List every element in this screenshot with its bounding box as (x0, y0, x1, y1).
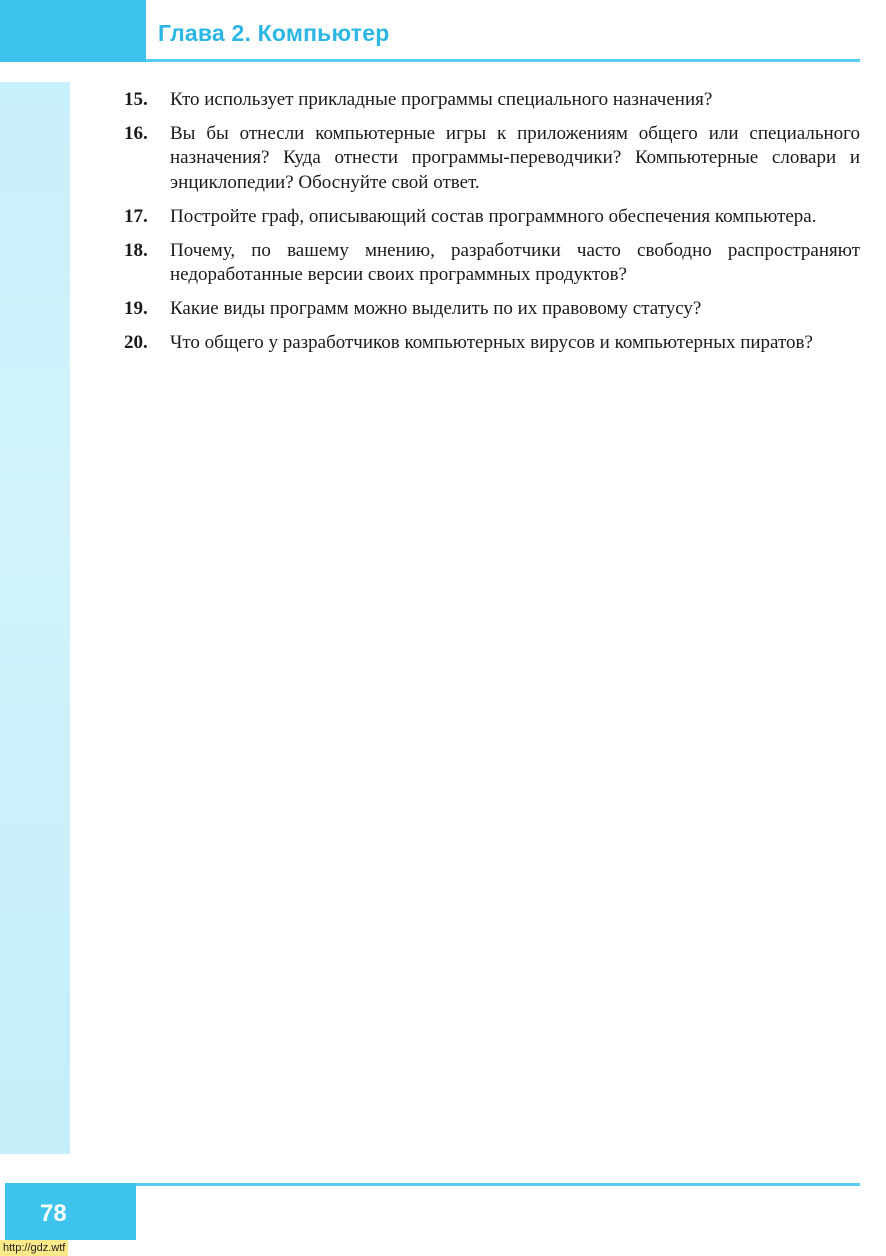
footer-divider (136, 1183, 860, 1186)
question-text: Вы бы отнесли компьютерные игры к приложениям общего или специального назначения? Куда отнести программы-переводчики? Компьютерные словари и энциклопедии? Обоснуйте свой ответ. (170, 122, 860, 194)
question-number: 15. (124, 89, 148, 110)
question-number: 17. (124, 205, 148, 227)
question-list (124, 88, 860, 364)
question-item (124, 297, 860, 322)
header-color-block (0, 0, 146, 62)
question-number: 18. (124, 239, 148, 261)
question-item (124, 122, 860, 196)
side-decoration-strip (0, 82, 70, 1154)
question-text: Постройте граф, описывающий состав программного обеспечения компьютера. (170, 205, 817, 227)
header-divider (146, 59, 860, 62)
question-number: 19. (124, 297, 148, 319)
question-item (124, 205, 860, 230)
footer-color-block (5, 1183, 136, 1240)
question-text: Что общего у разработчиков компьютерных вирусов и компьютерных пиратов? (170, 331, 813, 353)
source-link[interactable]: http://gdz.wtf (0, 1240, 68, 1256)
question-item (124, 88, 860, 113)
question-number: 20. (124, 331, 148, 353)
chapter-title: Глава 2. Компьютер (158, 20, 390, 46)
question-item (124, 331, 860, 356)
question-number: 16. (124, 122, 148, 144)
question-item (124, 239, 860, 288)
question-text: Кто использует прикладные программы специального назначения? (170, 89, 713, 110)
page-number: 78 (40, 1200, 67, 1227)
question-text: Почему, по вашему мнению, разработчики часто свободно распространяют недоработанные версии своих программных продуктов? (170, 239, 860, 286)
question-text: Какие виды программ можно выделить по их правовому статусу? (170, 297, 702, 319)
